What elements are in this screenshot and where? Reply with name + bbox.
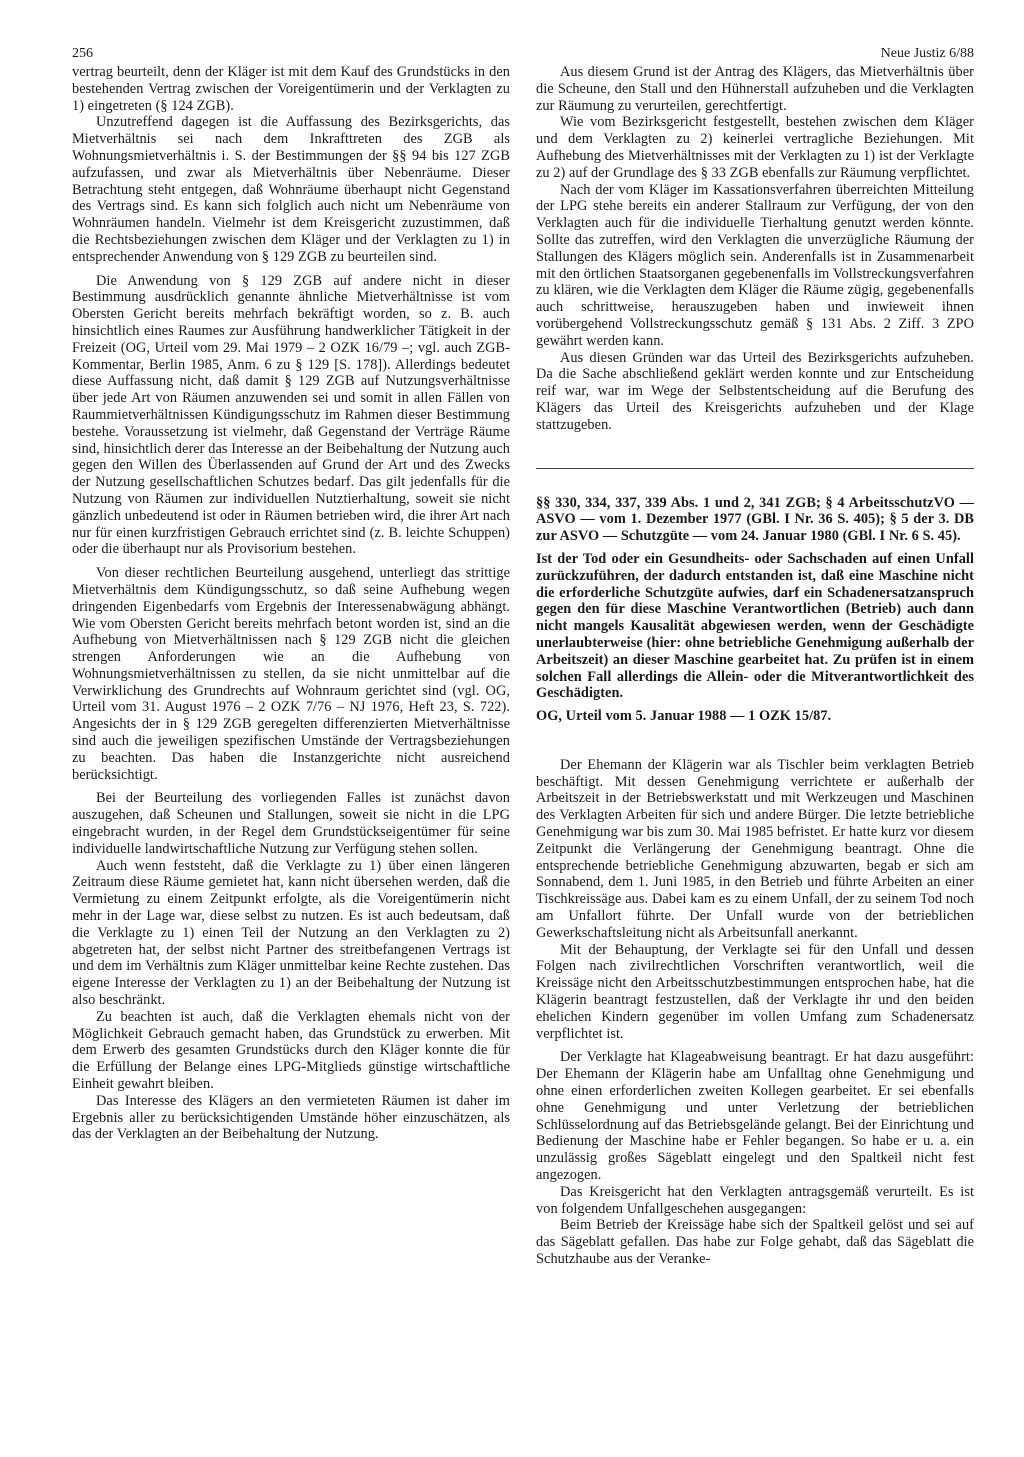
page-header [72,42,974,64]
paragraph: Bei der Beurteilung des vorliegenden Falles ist zunächst davon auszugehen, daß Scheunen und Stallungen, soweit sie nicht in die LPG eingebracht wurden, in der Regel dem Grundstückseigentümer für seine individuelle landwirtschaftliche Nutzung zur Verfügung stehen sollen. [72,790,510,857]
headnote: Ist der Tod oder ein Gesundheits- oder Sachschaden auf einen Unfall zurückzuführen, der dadurch entstanden ist, daß eine Maschine nicht die erforderliche Schutzgüte aufwies, darf ein Schadenersatzanspruch gegen den für diese Maschine Verantwortlichen (Betrieb) auch dann nicht mangels Kausalität abgewiesen werden, wenn der Geschädigte unerlaubterweise (hier: ohne betriebliche Genehmigung außerhalb der Arbeitszeit) an dieser Maschine gearbeitet hat. Zu prüfen ist in einem solchen Fall allerdings die Allein- oder die Mitverantwortlichkeit des Geschädigten. [536,550,974,702]
section-divider [536,468,974,469]
court-citation: OG, Urteil vom 5. Januar 1988 — 1 OZK 15/87. [536,708,832,725]
paragraph: Mit der Behauptung, der Verklagte sei für den Unfall und dessen Folgen nach zivilrechtlichen Vorschriften verantwortlich, weil die Kreissäge nicht den Arbeitsschutzbestimmungen entsprochen habe, hat die Klägerin beantragt festzustellen, daß der Verklagte ihr und den beiden ehelichen Kindern gegenüber im vollen Umfang zum Schadenersatz verpflichtet ist. [536,941,974,1042]
statute-references: §§ 330, 334, 337, 339 Abs. 1 und 2, 341 ZGB; § 4 ArbeitsschutzVO — ASVO — vom 1. Dezember 1977 (GBl. I Nr. 36 S. 405); § 5 der 3. DB zur ASVO — Schutzgüte — vom 24. Januar 1980 (GBl. I Nr. 6 S. 45). [536,494,974,545]
paragraph: Das Kreisgericht hat den Verklagten antragsgemäß verurteilt. Es ist von folgendem Unfallgeschehen ausgegangen: [536,1183,974,1217]
paragraph: Wie vom Bezirksgericht festgestellt, bestehen zwischen dem Kläger und dem Verklagten zu 2) keinerlei vertragliche Beziehungen. Mit Aufhebung des Mietverhältnisses mit der Verklagten zu 1) ist der Verklagte zu 2) auf der Grundlage des § 33 ZGB ebenfalls zur Räumung verpflichtet. [536,114,974,181]
left-column [72,64,510,1143]
text-columns [72,64,974,1268]
paragraph: Auch wenn feststeht, daß die Verklagte zu 1) über einen längeren Zeitraum diese Räume gemietet hat, kann nicht übersehen werden, daß die Vermietung zu einem Zeitpunkt erfolgte, als die Voreigentümerin nicht mehr in der Lage war, diese selbst zu nutzen. Es ist auch bedeutsam, daß die Verklagte zu 1) einen Teil der Nutzung an den Verklagten zu 2) abgetreten hat, der selbst nicht Partner des streitbefangenen Vertrags ist und dem im Verhältnis zum Kläger unmittelbar keine Rechte zustehen. Das eigene Interesse der Verklagten zu 1) an der Beibehaltung der Nutzung ist also beschränkt. [72,857,510,1009]
paragraph: vertrag beurteilt, denn der Kläger ist mit dem Kauf des Grundstücks in den bestehenden Vertrag zwischen der Voreigentümerin und der Verklagten zu 1) eingetreten (§ 124 ZGB). [72,64,510,114]
paragraph: Aus diesem Grund ist der Antrag des Klägers, das Mietverhältnis über die Scheune, den Stall und den Hühnerstall aufzuheben und die Verklagten zur Räumung zu verurteilen, gerechtfertigt. [536,64,974,114]
paragraph: Der Ehemann der Klägerin war als Tischler beim verklagten Betrieb beschäftigt. Mit dessen Genehmigung verrichtete er außerhalb der Arbeitszeit in der Betriebswerkstatt und mit Werkzeugen und Maschinen des Verklagten Arbeiten für sich und andere Bürger. Die letzte betriebliche Genehmigung war bis zum 30. Mai 1985 befristet. Er hatte kurz vor diesem Zeitpunkt die Verlängerung der Genehmigung beantragt. Ohne die entsprechende betriebliche Genehmigung abzuwarten, begab er sich am Sonnabend, dem 1. Juni 1985, in den Betrieb und führte Arbeiten an einer Tischkreissäge aus. Dabei kam es zu einem Unfall, der zu seinem Tod noch am Unfallort führte. Der Unfall wurde von der betrieblichen Gewerkschaftsleitung nicht als Arbeitsunfall anerkannt. [536,756,974,941]
paragraph: Der Verklagte hat Klageabweisung beantragt. Er hat dazu ausgeführt: Der Ehemann der Klägerin habe am Unfalltag ohne Genehmigung und ohne einen erforderlichen zweiten Kollegen gearbeitet. Er sei ebenfalls ohne Genehmigung und unter Verletzung der betrieblichen Schlüsselordnung auf das Betriebsgelände gelangt. Bei der Einrichtung und Bedienung der Maschine habe er Fehler begangen. So habe er u. a. ein unzulässig großes Sägeblatt eingelegt und den Spaltkeil nicht fest angezogen. [536,1049,974,1184]
paragraph: Zu beachten ist auch, daß die Verklagten ehemals nicht von der Möglichkeit Gebrauch gemacht haben, das Grundstück zu erwerben. Mit dem Erwerb des gesamten Grundstücks durch den Kläger konnte die für die Erfüllung der Belange eines LPG-Mitglieds günstige wirtschaftliche Einheit gewahrt bleiben. [72,1008,510,1093]
journal-issue: Neue Justiz 6/88 [880,46,974,61]
paragraph: Die Anwendung von § 129 ZGB auf andere nicht in dieser Bestimmung ausdrücklich genannte ähnliche Mietverhältnisse ist vom Obersten Gericht bereits mehrfach bekräftigt worden, so z. B. auch hinsichtlich eines Raumes zur Ausführung handwerklicher Tätigkeit in der Freizeit (OG, Urteil vom 29. Mai 1979 – 2 OZK 16/79 –; vgl. auch ZGB-Kommentar, Berlin 1985, Anm. 6 zu § 129 [S. 178]). Allerdings bedeutet diese Auffassung nicht, daß damit § 129 ZGB auf Nutzungsverhältnisse über jede Art von Räumen anzuwenden sei und somit in allen Fällen von Raummietverhältnissen Kündigungsschutz im Rahmen dieser Bestimmung bestehe. Voraussetzung ist vielmehr, daß Gegenstand der Verträge Räume sind, hinsichtlich derer das Interesse an der Beibehaltung der Nutzung auch gegen den Willen des Überlassenden auf Grund der Art und des Zwecks der Nutzung gesellschaftlichen Schutzes bedarf. Das gilt jedenfalls für die Nutzung von Räumen zur individuellen Nutztierhaltung, soweit sie nicht gänzlich unbedeutend ist oder in Räumen betrieben wird, die ihrer Art nach nur für einen kurzfristigen Gebrauch errichtet sind (z. B. leichte Schuppen) oder die überhaupt nur als Provisorium bestehen. [72,272,510,558]
paragraph: Unzutreffend dagegen ist die Auffassung des Bezirksgerichts, das Mietverhältnis sei nach dem Inkrafttreten des ZGB als Wohnungsmietverhältnis i. S. der Bestimmungen der §§ 94 bis 127 ZGB aufzufassen, und zwar als Mietverhältnis über Nebenräume. Dieser Betrachtung steht entgegen, daß Wohnräume überhaupt nicht Gegenstand des Vertrags sind. Es kann sich folglich auch nicht um Nebenräume von Wohnräumen handeln. Vielmehr ist dem Kreisgericht zuzustimmen, daß die Rechtsbeziehungen zwischen dem Kläger und der Verklagten zu 1) in entsprechender Anwendung von § 129 ZGB zu beurteilen sind. [72,114,510,265]
paragraph: Beim Betrieb der Kreissäge habe sich der Spaltkeil gelöst und sei auf das Sägeblatt gefallen. Das habe zur Folge gehabt, daß das Sägeblatt die Schutzhaube aus der Veranke- [536,1217,974,1267]
paragraph: Das Interesse des Klägers an den vermieteten Räumen ist daher im Ergebnis aller zu berücksichtigenden Umstände höher einzuschätzen, als das der Verklagten an der Beibehaltung der Nutzung. [72,1092,510,1143]
right-column [536,64,974,1268]
paragraph: Von dieser rechtlichen Beurteilung ausgehend, unterliegt das strittige Mietverhältnis dem Kündigungsschutz, so daß seine Aufhebung wegen dringenden Eigenbedarfs vom Ergebnis der Interessenabwägung abhängt. Wie vom Obersten Gericht bereits mehrfach betont worden ist, sind an die Aufhebung von Mietverhältnissen nach § 129 ZGB nicht die gleichen strengen Anforderungen wie an die Aufhebung von Wohnungsmietverhältnissen zu stellen, da sie nicht unmittelbar auf die Verwirklichung des Grundrechts auf Wohnraum gerichtet sind (vgl. OG, Urteil vom 31. August 1976 – 2 OZK 7/76 – NJ 1976, Heft 23, S. 722). Angesichts der in § 129 ZGB geregelten differenzierten Mietverhältnisse sind auch die jeweiligen spezifischen Umstände der Vertragsbeziehungen zu beachten. Das haben die Instanzgerichte nicht ausreichend berücksichtigt. [72,565,510,783]
paragraph: Nach der vom Kläger im Kassationsverfahren überreichten Mitteilung der LPG stehe bereits ein anderer Stallraum zur Verfügung, der von den Verklagten auch für die individuelle Tierhaltung genutzt werden könnte. Sollte das zutreffen, wird den Verklagten die unverzügliche Räumung der Stallungen des Klägers möglich sein. Anderenfalls ist in Zusammenarbeit mit den örtlichen Staatsorganen gegebenenfalls im Vollstreckungsverfahren zu klären, wie die Verklagten dem Kläger die Räume zügig, gegebenenfalls auch schrittweise, herauszugeben haben und inwieweit ihnen vorübergehend Vollstreckungsschutz gemäß § 131 Abs. 2 Ziff. 3 ZPO gewährt werden kann. [536,181,974,349]
page-number: 256 [72,46,93,61]
paragraph: Aus diesen Gründen war das Urteil des Bezirksgerichts aufzuheben. Da die Sache abschließend geklärt werden konnte und zur Entscheidung reif war, war im Wege der Selbstentscheidung auf die Berufung des Klägers das Urteil des Kreisgerichts aufzuheben und der Klage stattzugeben. [536,349,974,433]
